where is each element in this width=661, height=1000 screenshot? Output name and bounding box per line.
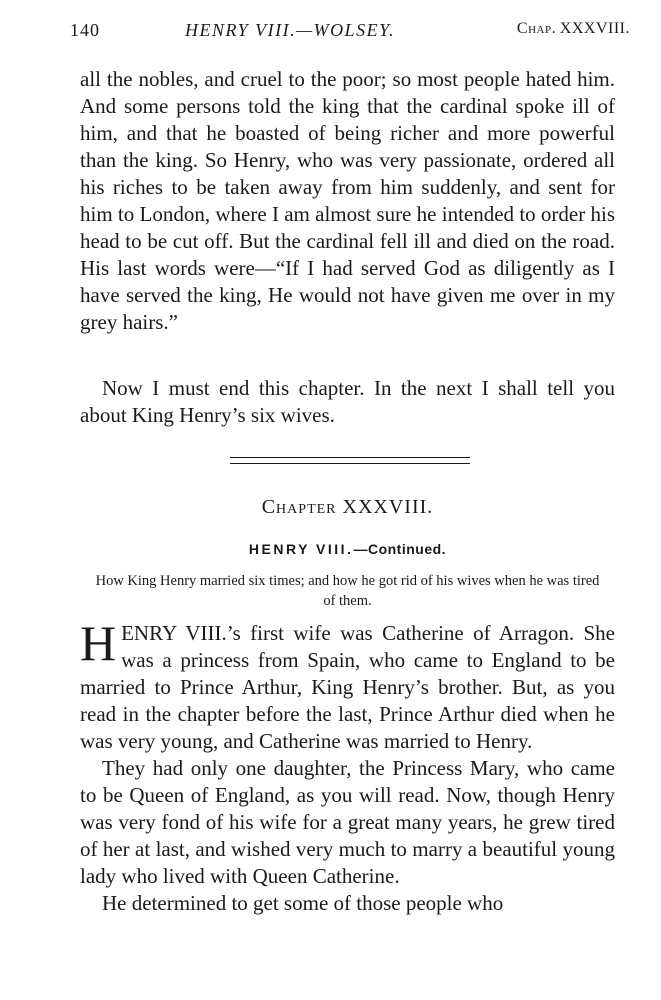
chapter-first-paragraph: [80, 615, 615, 755]
section-divider: [230, 457, 470, 464]
running-head: [70, 20, 630, 46]
first-paragraph-text: ENRY VIII.’s first wife was Catherine of Arragon. She was a princess from Spain, who came to England to be married to Prince Arthur, King Henry’s brother. But, as you read in the chapter before the last, Prince Arthur died when he was very young, and Catherine was married to Henry.: [80, 621, 615, 753]
running-title: HENRY VIII.—WOLSEY.: [185, 20, 396, 40]
running-chapter: [517, 20, 630, 38]
chapter-numeral: XXXVIII.: [342, 496, 434, 518]
chapter-third-paragraph: He determined to get some of those people who: [102, 891, 504, 915]
chapter-heading: [80, 496, 615, 519]
running-chapter-numeral: XXXVIII.: [559, 20, 630, 37]
chapter-body: [80, 615, 615, 917]
subheading-king: HENRY VIII.: [248, 541, 354, 557]
continuation-paragraph: all the nobles, and cruel to the poor; so most people hated him. And some persons told the king that the cardinal spoke ill of him, and that he boasted of being richer and more powerful than the king. So Henry, who was very passionate, ordered all his riches to be taken away from him suddenly, and sent for him to London, where I am almost sure he intended to order his head to be cut off. But the cardinal fell ill and died on the road. His last words were—“If I had served God as diligently as I have served the king, He would not have given me over in my grey hairs.”: [80, 67, 615, 334]
chapter-summary: How King Henry married six times; and how he got rid of his wives when he was tired of them.: [95, 573, 600, 609]
closing-block: [80, 375, 615, 429]
page-number: 140: [70, 20, 100, 40]
closing-paragraph: Now I must end this chapter. In the next I shall tell you about King Henry’s six wives.: [80, 376, 615, 427]
chapter-subheading: [80, 541, 615, 557]
chapter-second-paragraph: They had only one daughter, the Princess Mary, who came to be Queen of England, as you will read. Now, though Henry was very fond of his wife for a great many years, he grew tired of her at last, and wished very much to marry a beautiful young lady who lived with Queen Catherine.: [80, 756, 615, 888]
continuation-block: [80, 66, 615, 336]
subheading-suffix: —Continued.: [353, 541, 447, 557]
drop-cap: H: [80, 615, 117, 671]
chapter-label: Chapter: [261, 496, 337, 518]
running-chapter-prefix: Chap.: [516, 20, 557, 37]
